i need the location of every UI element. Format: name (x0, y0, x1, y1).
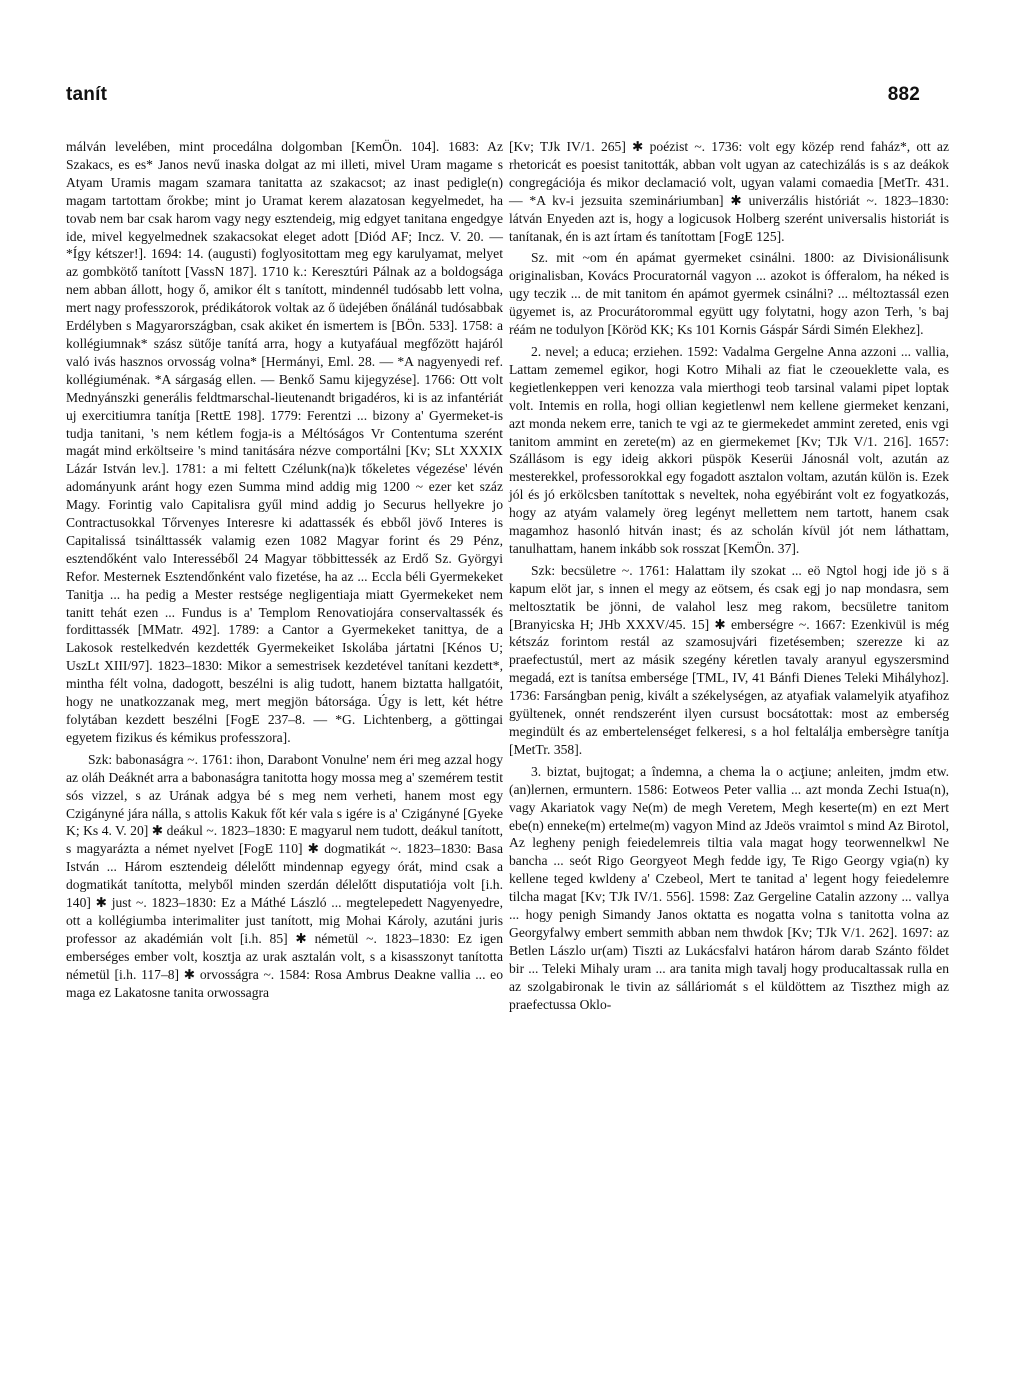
entry-paragraph: 2. nevel; a educa; erziehen. 1592: Vadalma Gergelne Anna azzoni ... vallia, Lattam zememel egikor, hogi Kotro Mihali az fiat le czeoueklette vala, es kegietlenkeppen veri kenozza vala mierthogi teob tarsinal valami pipet loptak volt. Intemis en rolla, hogi ollian kegietlenwl nem kellene giermeket kenzani, azt monda nekem erre, tanich te vgi az te giermekedet ammint zereted, enis vgi tanitom ammint en zerete(m) az en giermekemet [Kv; TJk V/1. 216]. 1657: Szállásom is egy ideig akkori püspök Keserüi Jánosnál volt, azután az mesterekkel, professorokkal egy fogadott asztalon voltam, azután külön is. Ezek jól és jó erkölcsben tanítottak s neveltek, noha egyébiránt volt ez fogyatkozás, hogy az atyám valamely öreg legényt mellettem nem tartott, hanem csak magamhoz hasonló hitván inast; és az scholán kívül jót nem láthattam, tanulhattam, hanem inkább sok rosszat [KemÖn. 37]. (509, 343, 949, 556)
page-header (66, 84, 920, 106)
page-number: 882 (887, 84, 920, 105)
running-headword: tanít (66, 84, 108, 105)
entry-paragraph: Szk: becsületre ~. 1761: Halattam ily szokat ... eö Ngtol hogj ide jö s ä kapum elöt jar, s innen el megy az eötsem, és csak egj jo nap mondasra, sem meltosztatik be jönni, de valahol lesz meg rakom, becsületre tanitom [Branyicska H; JHb XXXV/45. 15] ✱ emberségre ~. 1667: Ezenkivül is még kétszáz forintom restál az szamosujvári fizetésemben; szerezze ki az praefectustúl, mert az másik szegény kéretlen tavaly aranyul egyszersmind megadá, ezt is tanítsa embersége [TML, IV, 41 Bánfi Dienes Teleki Mihályhoz]. 1736: Farsángban penig, kivált a székelységen, az atyafiak valamelyik atyafihoz gyültenek, onnét rendszerént ilyen cursust bocsátottak: most az emberség megindült és az embertelenséget felkeresi, s a hol feltalálja embersègre tanítja [MetTr. 358]. (509, 562, 949, 757)
entry-paragraph: Szk: babonaságra ~. 1761: ihon, Darabont Vonulne' nem éri meg azzal hogy az oláh Deáknét arra a babonaságra tanitotta hogy mossa meg a' szemérem testit sós vizzel, s az Urának adgya bé s meg nem verheti, hanem most egy Czigányné jára nálla, s attolis Kakuk főt kér vala s igére is a' Czigányné [Gyeke K; Ks 4. V. 20] ✱ deákul ~. 1823–1830: E magyarul nem tudott, deákul tanított, s magyarázta a német nyelvet [FogE 110] ✱ dogmatikát ~. 1823–1830: Basa István ... Három esztendeig délelőtt mindennap egyegy órát, mind csak a dogmatikát tanította, melyből minden szerdán délelőtt disputatiója volt [i.h. 140] ✱ just ~. 1823–1830: Ez a Máthé László ... megtelepedett Nagyenyedre, ott a kollégiumba interimaliter just tanított, mig Mohai Károly, azutáni juris professor az akadémián volt [i.h. 85] ✱ németül ~. 1823–1830: Ez igen emberséges ember volt, kosztja az urak asztalán volt, s a kisasszonyt tanította németül [i.h. 117–8] ✱ orvosságra ~. 1584: Rosa Ambrus Deakne vallia ... eo maga ez Lakatosne tanita orwossagra (66, 751, 503, 1000)
entry-paragraph: málván levelében, mint procedálna dolgomban [KemÖn. 104]. 1683: Az Szakacs, es es* Janos nevű inaska dolgat az mi illeti, mivel Uram magame s Atyam Uramis magam szamara tanitatta az szakacsot; az inast pedigle(n) magam tartottam őrokbe; mint jo Uramat kerem alazatosan kegyelmedet, ha tovab nem bar csak harom vagy negy esztendeig, mig edgyet tanitana engedgye ide, mivel kegyelmednek szakacsokat eleget adott [Diód AF; Incz. V. 20. — *Így kétszer!]. 1694: 14. (augusti) foglyositottam meg egy karulyamat, melyet az gombkötő tanított [VassN 187]. 1710 k.: Keresztúri Pálnak az a boldogsága nem abban állott, hogy ő, amikor élt s tanított, mindennél tudósabb lett volna, mert nagy professzorok, prédikátorok voltak az ő üdejében őnálánál tudósabbak Erdélyben s Magyarországban, csak akiket én ismertem is [BÖn. 533]. 1758: a kollégiumnak* szász sütője tanítá arra, hogy a kutyafáual megfőzött hajáról való ivás hasznos orvosság volna* [Hermányi, Eml. 28. — *A nagyenyedi ref. kollégiuménak. *A sárgaság ellen. — Benkő Samu kijegyzése]. 1766: Ott volt Mednyánszki generális feldtmarschal-lieutenandt brigadéros, ki is az infantériát uj exercitiumra tanítja [RettE 198]. 1779: Ferentzi ... bizony a' Gyermeket-is tudja tanitani, 's nem kétlem fogja-is a Méltóságos Vr Contentuma szerént magát mind erköltseire 's mind tanitására nézve comportálni [Kv; SLt XXXIX Lázár István lev.]. 1781: a mi feltett Czélunk(na)k tőkeletes végezése' lévén adományunk aránt hogy ezen Summa mind addig mig 1200 ~ ezer ket száz Magy. Forintig valo Capitalisra gyűl mind addig jo Securus hellyekre jo Contractusokkal Tőrvenyes Interesre ki adattassék és ebből jövő Interes is Capitalissá tsinálttassék valamig ezen 1082 Magyar forint és 29 Pénz, esztendőként valo Interesséből 24 Magyar többittessék az Erdő Sz. Györgyi Refor. Mesternek Esztendőnként valo fizetése, ha az ... Eccla béli Gyermekeket Tanitja ... ha pedig a Mester restsége negligentiaja miatt Gyermekeket nem tanitt tehát ezen ... Fundus is a' Templom Renovatiojára conservaltassék és fordittassék [MMatr. 492]. 1789: a Cantor a Gyermekeket tanittya, de a Lakosok restelkedvén kezdették Gyermekeiket Iskolába jártatni [Kénos U; UszLt XIII/97]. 1823–1830: Mikor a semestrisek kezdetével tanítani kezdett*, mintha félt volna, dadogott, beszélni is alig tudott, hanem biztatta hallgatóit, hogy ne unatkozzanak meg, mert megjön bátorsága. Úgy is lett, két hétre folytában kezdett beszélni [FogE 237–8. — *G. Lichtenberg, a göttingai egyetem fizikus és kémikus professzora]. (66, 139, 503, 745)
entry-paragraph: Sz. mit ~om én apámat gyermeket csinálni. 1800: az Divisionálisunk originalisban, Kovács Procuratornál vagyon ... azokot is ófferalom, ha néked is ugy teczik ... de mit tanitom én apámot gyermek csinálni? ... méltoztassál ezen ügyemet is, az Procurátorommal együtt ugy folytatni, hogy azon Terh, 's baj réám ne todulyon [Köröd KK; Ks 101 Kornis Gáspár Sárdi Simén Elekhez]. (509, 250, 949, 338)
right-column (509, 138, 949, 1014)
entry-paragraph: 3. biztat, bujtogat; a îndemna, a chema la o acţiune; anleiten, jmdm etw. (an)lernen, ermuntern. 1586: Eotweos Peter vallia ... azt monda Zechi Istua(n), vagy Akariatok vagy Ne(m) de megh Veretem, Megh keserte(m) en ezt Mert ebe(n) enneke(m) ertelme(m) vagyon Mind az Jdeös vraimtol s mind Az Birotol, Az legheny penigh feiedelemreis tiltia vala magat hogy teorwennelkwl Ne bancha ... seót Rigo Georgyeot Megh fedde igy, Te Rigo Georgy vgia(n) ky kellene teged kwldeny a' Czebeol, Mert te tanitad a' legent hogy feiedelemre tilcha magat [Kv; TJk IV/1. 556]. 1598: Zaz Gergeline Catalin azzony ... vallya ... hogy penigh Simandy Janos oktatta es nogatta volna s tanitotta volna az Georgyfalwy embert semmith abban nem thwdok [Kv; TJk V/1. 262]. 1697: az Betlen Lászlo ur(am) Tiszti az Lukácsfalvi határon három darab Szánto földet bir ... Teleki Mihaly uram ... ara tanita migh tavalj hogy producaltassak rulla en az szolgabironak le tivin az sálláriomát s el küldöttem az Tiszthez migh az praefectussa Oklo- (509, 763, 949, 1012)
entry-paragraph: [Kv; TJk IV/1. 265] ✱ poézist ~. 1736: volt egy közép rend faház*, ott az rhetoricát es poesist tanitották, abban volt ugyan az catechizálás is s az deákok congregációja és mikor declamació volt, ugyan valami comaedia [MetTr. 431. — *A kv-i jezsuita szemináriumban] ✱ univerzális históriát ~. 1823–1830: látván Enyeden azt is, hogy a logicusok Holberg szerént universalis historiát is tanítanak, én is azt írtam és tanítottam [FogE 125]. (509, 139, 949, 244)
left-column (66, 138, 503, 1002)
